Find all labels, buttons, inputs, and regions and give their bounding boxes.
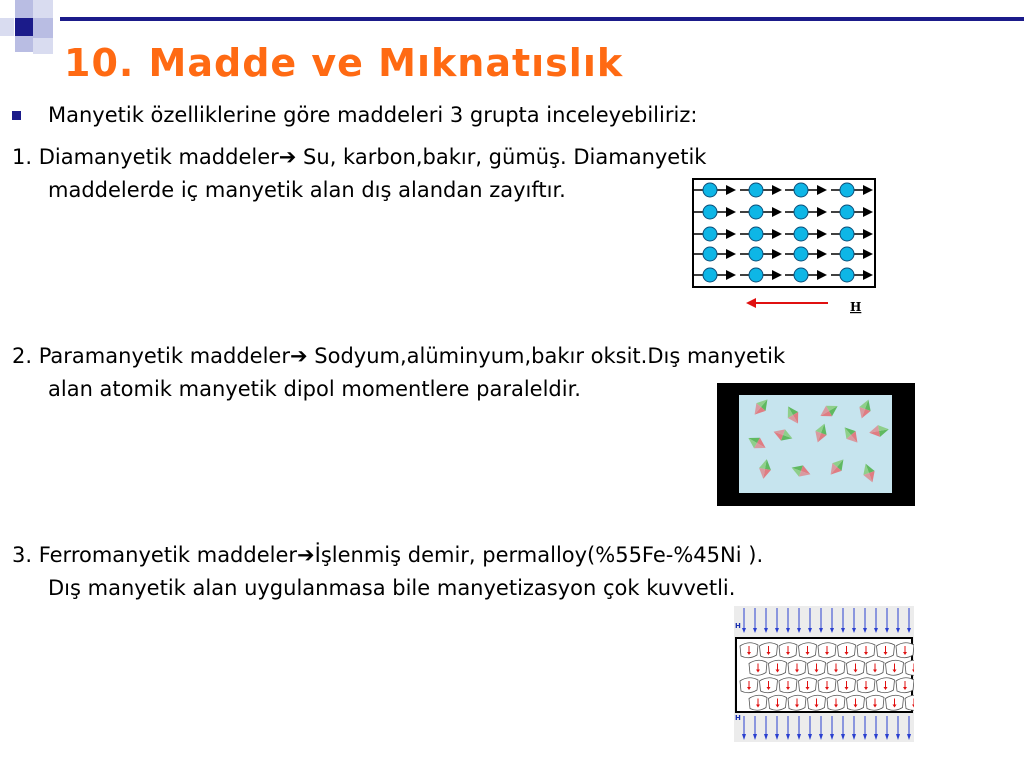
item-2-label: 2. Paramanyetik maddeler (12, 344, 290, 368)
arrow-icon: ➔ (278, 145, 297, 169)
domain-cell (769, 695, 787, 710)
domain-cell (818, 643, 836, 658)
domain-cell (877, 678, 895, 693)
domain-cell (886, 660, 904, 675)
arrow-icon: ➔ (297, 543, 315, 567)
domain-cell (827, 695, 845, 710)
domain-cell (799, 678, 817, 693)
domain-cell (866, 695, 884, 710)
domain-cell (827, 660, 845, 675)
arrow-icon: ➔ (289, 344, 308, 368)
domain-cell (788, 695, 806, 710)
field-arrowhead (746, 298, 756, 308)
item-3-line-2: Dış manyetik alan uygulanmasa bile manyetizasyon çok kuvvetli. (48, 576, 736, 600)
item-2-line-1 (12, 340, 785, 373)
bullet-marker (12, 111, 21, 120)
item-3-examples: İşlenmiş demir, permalloy(%55Fe-%45Ni ). (314, 543, 764, 567)
domain-cell (769, 660, 787, 675)
ferromagnetic-figure (734, 606, 914, 742)
domain-cell (877, 643, 895, 658)
domain-cell (838, 643, 856, 658)
field-label-bottom: H (735, 714, 741, 722)
intro-text: Manyetik özelliklerine göre maddeleri 3 grupta inceleyebiliriz: (48, 103, 698, 127)
domain-cell (847, 660, 865, 675)
domain-cell (740, 678, 758, 693)
domain-cell (808, 660, 826, 675)
field-label-top: H (735, 622, 741, 630)
diamagnetic-figure (690, 177, 880, 317)
domain-cell (866, 660, 884, 675)
domain-cell (905, 695, 914, 710)
domain-cell (857, 643, 875, 658)
slide-title: 10. Madde ve Mıknatıslık (64, 41, 624, 85)
domain-cell (808, 695, 826, 710)
item-3-label: 3. Ferromanyetik maddeler (12, 543, 298, 567)
domain-cell (896, 643, 914, 658)
field-label-h: H (850, 300, 862, 314)
domain-cell (886, 695, 904, 710)
item-2-line-2: alan atomik manyetik dipol momentlere paraleldir. (48, 377, 581, 401)
domain-cell (896, 678, 914, 693)
item-2-examples: Sodyum,alüminyum,bakır oksit.Dış manyetik (307, 344, 786, 368)
domain-cell (760, 678, 778, 693)
domain-cell (788, 660, 806, 675)
item-1-line-1 (12, 141, 706, 174)
item-1-label: 1. Diamanyetik maddeler (12, 145, 279, 169)
domain-cell (779, 643, 797, 658)
domain-cell (740, 643, 758, 658)
domain-cell (799, 643, 817, 658)
domain-cell (847, 695, 865, 710)
domain-cell (749, 695, 767, 710)
item-3-line-1 (12, 539, 763, 572)
domain-cell (760, 643, 778, 658)
domain-cell (749, 660, 767, 675)
title-rule (60, 17, 1024, 21)
domain-cell (818, 678, 836, 693)
item-1-line-2: maddelerde iç manyetik alan dış alandan zayıftır. (48, 178, 566, 202)
domain-cell (779, 678, 797, 693)
domain-cell (905, 660, 914, 675)
item-1-examples: Su, karbon,bakır, gümüş. Diamanyetik (296, 145, 707, 169)
domain-cell (838, 678, 856, 693)
paramagnetic-figure (717, 383, 915, 506)
domain-cell (857, 678, 875, 693)
